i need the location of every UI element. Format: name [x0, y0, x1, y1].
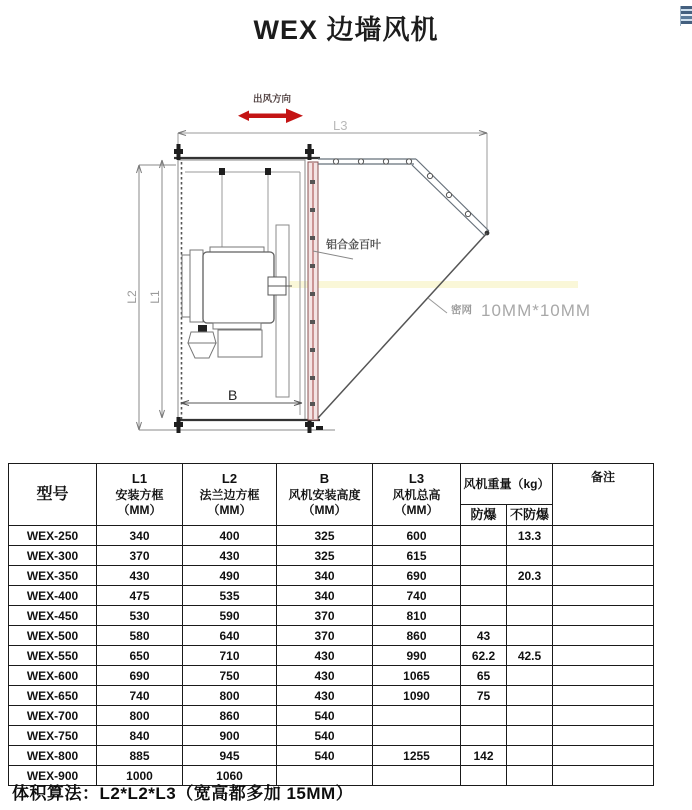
- value-cell: 490: [183, 566, 277, 586]
- header-l2-name: 法兰边方框: [199, 487, 260, 502]
- value-cell: [553, 566, 654, 586]
- model-cell: WEX-700: [9, 706, 97, 726]
- header-b-sym: B: [319, 471, 330, 487]
- table-row: [9, 546, 654, 566]
- value-cell: [507, 746, 553, 766]
- value-cell: [553, 766, 654, 786]
- spec-table: [8, 463, 654, 786]
- value-cell: [507, 666, 553, 686]
- value-cell: [553, 586, 654, 606]
- value-cell: [507, 586, 553, 606]
- value-cell: [553, 726, 654, 746]
- value-cell: 340: [97, 526, 183, 546]
- header-remark: 备注: [553, 464, 654, 526]
- fan-technical-drawing: [0, 85, 692, 460]
- value-cell: 370: [97, 546, 183, 566]
- value-cell: [373, 706, 461, 726]
- dimension-l1: [160, 160, 165, 418]
- value-cell: 540: [277, 726, 373, 746]
- fan-drawing-svg: [0, 85, 692, 460]
- header-b-name: 风机安装高度: [288, 487, 361, 502]
- dim-l3-label: L3: [333, 118, 348, 133]
- value-cell: 340: [277, 566, 373, 586]
- value-cell: [507, 706, 553, 726]
- value-cell: 580: [97, 626, 183, 646]
- value-cell: 600: [373, 526, 461, 546]
- value-cell: 710: [183, 646, 277, 666]
- model-cell: WEX-600: [9, 666, 97, 686]
- value-cell: [553, 686, 654, 706]
- header-weight-bfb: 不防爆: [507, 505, 553, 526]
- value-cell: 430: [277, 686, 373, 706]
- value-cell: 530: [97, 606, 183, 626]
- header-weight-fb: 防爆: [461, 505, 507, 526]
- weather-hood: [318, 159, 489, 418]
- flow-direction-arrow-icon: [238, 109, 303, 124]
- model-cell: WEX-750: [9, 726, 97, 746]
- value-cell: 640: [183, 626, 277, 646]
- table-row: [9, 566, 654, 586]
- model-cell: WEX-250: [9, 526, 97, 546]
- value-cell: 430: [277, 646, 373, 666]
- value-cell: 370: [277, 606, 373, 626]
- value-cell: 475: [97, 586, 183, 606]
- spec-table-header: [9, 464, 654, 526]
- value-cell: [461, 606, 507, 626]
- value-cell: 325: [277, 526, 373, 546]
- value-cell: 860: [183, 706, 277, 726]
- value-cell: [553, 706, 654, 726]
- value-cell: [507, 546, 553, 566]
- value-cell: [373, 766, 461, 786]
- header-b-unit: （MM）: [302, 502, 347, 517]
- value-cell: [553, 746, 654, 766]
- header-l3-sym: L3: [408, 471, 425, 487]
- model-cell: WEX-650: [9, 686, 97, 706]
- value-cell: 945: [183, 746, 277, 766]
- value-cell: [461, 766, 507, 786]
- value-cell: 42.5: [507, 646, 553, 666]
- header-l1-unit: （MM）: [117, 502, 162, 517]
- value-cell: 1000: [97, 766, 183, 786]
- value-cell: 142: [461, 746, 507, 766]
- value-cell: 1090: [373, 686, 461, 706]
- header-l3-unit: （MM）: [394, 502, 439, 517]
- header-l2: [183, 464, 277, 526]
- value-cell: 400: [183, 526, 277, 546]
- value-cell: 43: [461, 626, 507, 646]
- table-row: [9, 726, 654, 746]
- table-row: [9, 606, 654, 626]
- value-cell: 810: [373, 606, 461, 626]
- louver-label: 铝合金百叶: [326, 239, 381, 251]
- value-cell: 75: [461, 686, 507, 706]
- value-cell: 800: [97, 706, 183, 726]
- value-cell: 340: [277, 586, 373, 606]
- table-row: [9, 646, 654, 666]
- value-cell: 430: [277, 666, 373, 686]
- motor-assembly: [182, 225, 292, 397]
- value-cell: [507, 766, 553, 786]
- value-cell: 65: [461, 666, 507, 686]
- model-cell: WEX-350: [9, 566, 97, 586]
- table-row: [9, 526, 654, 546]
- value-cell: 860: [373, 626, 461, 646]
- value-cell: [553, 626, 654, 646]
- dim-l1-label: L1: [148, 290, 162, 304]
- mesh-label-cn: 密网: [451, 304, 472, 316]
- header-l3-name: 风机总高: [392, 487, 441, 502]
- value-cell: 885: [97, 746, 183, 766]
- value-cell: [553, 546, 654, 566]
- value-cell: [507, 626, 553, 646]
- value-cell: 740: [97, 686, 183, 706]
- value-cell: 1060: [183, 766, 277, 786]
- value-cell: [507, 686, 553, 706]
- mesh-label-size: 10MM*10MM: [481, 301, 592, 320]
- value-cell: [507, 606, 553, 626]
- value-cell: 615: [373, 546, 461, 566]
- header-l2-unit: （MM）: [207, 502, 252, 517]
- dimension-b: [181, 401, 302, 406]
- value-cell: [461, 526, 507, 546]
- value-cell: 590: [183, 606, 277, 626]
- value-cell: [461, 586, 507, 606]
- model-cell: WEX-550: [9, 646, 97, 666]
- value-cell: 690: [97, 666, 183, 686]
- value-cell: 690: [373, 566, 461, 586]
- dim-b-label: B: [228, 387, 238, 403]
- value-cell: 325: [277, 546, 373, 566]
- table-row: [9, 586, 654, 606]
- header-weight: 风机重量（kg）: [461, 464, 553, 505]
- value-cell: [461, 546, 507, 566]
- value-cell: 750: [183, 666, 277, 686]
- mesh-leader-line: [428, 298, 447, 313]
- model-cell: WEX-800: [9, 746, 97, 766]
- value-cell: 1065: [373, 666, 461, 686]
- value-cell: 650: [97, 646, 183, 666]
- value-cell: 62.2: [461, 646, 507, 666]
- value-cell: 990: [373, 646, 461, 666]
- header-b: [277, 464, 373, 526]
- value-cell: 900: [183, 726, 277, 746]
- flow-direction-label: 出风方向: [252, 94, 292, 105]
- model-cell: WEX-400: [9, 586, 97, 606]
- model-cell: WEX-500: [9, 626, 97, 646]
- header-model: 型号: [9, 464, 97, 526]
- table-row: [9, 706, 654, 726]
- table-row: [9, 746, 654, 766]
- dim-l2-label: L2: [125, 290, 139, 304]
- notes-icon[interactable]: [680, 6, 692, 26]
- value-cell: 13.3: [507, 526, 553, 546]
- value-cell: 20.3: [507, 566, 553, 586]
- value-cell: [553, 606, 654, 626]
- value-cell: [461, 726, 507, 746]
- value-cell: 430: [97, 566, 183, 586]
- table-row: [9, 626, 654, 646]
- spec-table-body: [9, 526, 654, 786]
- header-l1: [97, 464, 183, 526]
- page-title: WEX 边墙风机: [253, 15, 439, 45]
- value-cell: 1255: [373, 746, 461, 766]
- value-cell: 540: [277, 746, 373, 766]
- value-cell: 840: [97, 726, 183, 746]
- table-row: [9, 686, 654, 706]
- louver-strip: [308, 162, 318, 420]
- value-cell: [553, 526, 654, 546]
- value-cell: [553, 646, 654, 666]
- model-cell: WEX-900: [9, 766, 97, 786]
- value-cell: [461, 566, 507, 586]
- value-cell: 535: [183, 586, 277, 606]
- value-cell: 740: [373, 586, 461, 606]
- model-cell: WEX-300: [9, 546, 97, 566]
- value-cell: [461, 706, 507, 726]
- value-cell: [373, 726, 461, 746]
- louver-leader-line: [313, 251, 353, 259]
- volume-formula-note: 体积算法：L2*L2*L3（宽高都多加 15MM）: [12, 784, 354, 803]
- dimension-l3: [178, 131, 487, 233]
- table-row: [9, 666, 654, 686]
- header-l1-name: 安装方框: [115, 487, 164, 502]
- value-cell: 370: [277, 626, 373, 646]
- value-cell: 800: [183, 686, 277, 706]
- header-l2-sym: L2: [221, 471, 238, 487]
- value-cell: 540: [277, 706, 373, 726]
- value-cell: [553, 666, 654, 686]
- header-l3: [373, 464, 461, 526]
- value-cell: [507, 726, 553, 746]
- value-cell: 430: [183, 546, 277, 566]
- header-l1-sym: L1: [131, 471, 148, 487]
- model-cell: WEX-450: [9, 606, 97, 626]
